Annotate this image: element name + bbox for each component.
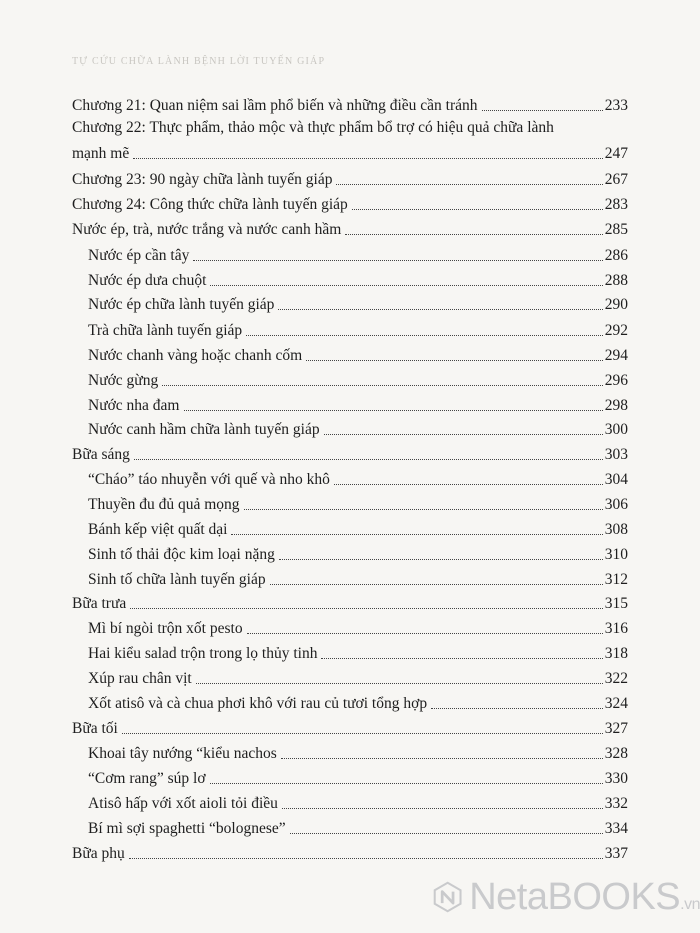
toc-section (72, 840, 628, 864)
netabooks-watermark (432, 872, 700, 922)
page-number: 324 (604, 695, 628, 712)
page-number: 304 (604, 471, 628, 488)
page-number: 328 (604, 745, 628, 762)
page-number: 292 (604, 322, 628, 339)
toc-subentry (88, 466, 628, 490)
page-number: 334 (604, 820, 628, 837)
page-number: 310 (604, 546, 628, 563)
dot-leader (482, 110, 603, 111)
page-number: 267 (604, 171, 628, 188)
toc-subentry (88, 640, 628, 664)
page-number: 233 (604, 97, 628, 114)
entry-title: Xúp rau chân vịt (88, 670, 192, 687)
toc-subentry (88, 566, 628, 590)
page-number: 303 (604, 446, 628, 463)
dot-leader (196, 683, 603, 684)
page-number: 306 (604, 496, 628, 513)
section-title: Bữa tối (72, 720, 118, 737)
page-number: 337 (604, 845, 628, 862)
dot-leader (210, 285, 602, 286)
toc-subentry (88, 790, 628, 814)
entry-title: Sinh tố thải độc kim loại nặng (88, 546, 275, 563)
dot-leader (324, 434, 603, 435)
entry-title: “Cháo” táo nhuyễn với quế và nho khô (88, 471, 330, 488)
page-number: 332 (604, 795, 628, 812)
toc-subentry (88, 317, 628, 341)
page-number: 296 (604, 372, 628, 389)
dot-leader (231, 534, 602, 535)
dot-leader (278, 309, 602, 310)
toc-subentry (88, 416, 628, 440)
page-number: 330 (604, 770, 628, 787)
dot-leader (306, 360, 603, 361)
entry-title-continuation: mạnh mẽ (72, 145, 130, 162)
toc-subentry (88, 765, 628, 789)
dot-leader (184, 410, 603, 411)
dot-leader (162, 385, 603, 386)
entry-title: Xốt atisô và cà chua phơi khô với rau củ tươi tổng hợp (88, 695, 428, 712)
dot-leader (129, 858, 603, 859)
toc-subentry (88, 516, 628, 540)
toc-subentry (88, 815, 628, 839)
watermark-brand: NetaBOOKS (469, 875, 681, 918)
page-number: 312 (604, 571, 628, 588)
page-number: 318 (604, 645, 628, 662)
section-title: Nước ép, trà, nước trắng và nước canh hầm (72, 221, 342, 238)
entry-title: Nước gừng (88, 372, 159, 389)
toc-subentry (88, 242, 628, 266)
dot-leader (134, 459, 603, 460)
toc-subentry (88, 342, 628, 366)
watermark-suffix: .vn (680, 895, 700, 913)
toc-subentry (88, 267, 628, 291)
dot-leader (133, 158, 603, 159)
running-header: TỰ CỨU CHỮA LÀNH BỆNH LỜI TUYẾN GIÁP (72, 56, 326, 67)
page-number: 288 (604, 272, 628, 289)
dot-leader (122, 733, 603, 734)
page-number: 322 (604, 670, 628, 687)
entry-title: Sinh tố chữa lành tuyến giáp (88, 571, 266, 588)
toc-section (72, 715, 628, 739)
entry-title: Khoai tây nướng “kiểu nachos (88, 745, 277, 762)
entry-title: Hai kiểu salad trộn trong lọ thủy tinh (88, 645, 318, 662)
page-number: 285 (604, 221, 628, 238)
dot-leader (244, 509, 603, 510)
dot-leader (290, 833, 603, 834)
entry-title: Nước canh hầm chữa lành tuyến giáp (88, 421, 320, 438)
entry-title: Nước chanh vàng hoặc chanh cốm (88, 347, 303, 364)
dot-leader (281, 758, 603, 759)
dot-leader (193, 260, 602, 261)
toc-subentry (88, 615, 628, 639)
entry-title: Chương 24: Công thức chữa lành tuyến giáp (72, 196, 348, 213)
page-number: 286 (604, 247, 628, 264)
dot-leader (321, 658, 602, 659)
page-number: 283 (604, 196, 628, 213)
dot-leader (431, 708, 603, 709)
entry-title: Trà chữa lành tuyến giáp (88, 322, 243, 339)
entry-title: Chương 23: 90 ngày chữa lành tuyến giáp (72, 171, 333, 188)
n-logo-icon (432, 874, 463, 920)
entry-title: Nước nha đam (88, 397, 180, 414)
page-number: 327 (604, 720, 628, 737)
dot-leader (282, 808, 603, 809)
toc-subentry (88, 740, 628, 764)
toc-entry (72, 166, 628, 190)
entry-title: Nước ép cần tây (88, 247, 190, 264)
dot-leader (352, 209, 603, 210)
entry-title: “Cơm rang” súp lơ (88, 770, 206, 787)
section-title: Bữa sáng (72, 446, 130, 463)
toc-entry (72, 140, 628, 164)
toc-subentry (88, 665, 628, 689)
dot-leader (345, 234, 602, 235)
entry-title: Bánh kếp việt quất dại (88, 521, 228, 538)
dot-leader (247, 633, 603, 634)
dot-leader (210, 783, 603, 784)
page-number: 290 (604, 296, 628, 313)
toc-subentry (88, 291, 628, 315)
toc-section (72, 441, 628, 465)
entry-title: Thuyền đu đủ quả mọng (88, 496, 240, 513)
page-number: 300 (604, 421, 628, 438)
toc-section (72, 216, 628, 240)
toc-subentry (88, 541, 628, 565)
page-number: 247 (604, 145, 628, 162)
entry-title: Chương 21: Quan niệm sai lầm phổ biến và những điều cần tránh (72, 97, 478, 114)
page-number: 315 (604, 595, 628, 612)
page-number: 316 (604, 620, 628, 637)
section-title: Bữa phụ (72, 845, 125, 862)
dot-leader (130, 608, 603, 609)
entry-title: Atisô hấp với xốt aioli tỏi điều (88, 795, 278, 812)
dot-leader (336, 184, 602, 185)
toc-entry (72, 92, 628, 116)
page-number: 294 (604, 347, 628, 364)
entry-title: Chương 22: Thực phẩm, thảo mộc và thực phẩm bổ trợ có hiệu quả chữa lành (72, 119, 554, 136)
toc-subentry (88, 690, 628, 714)
page-number: 308 (604, 521, 628, 538)
section-title: Bữa trưa (72, 595, 127, 612)
entry-title: Nước ép dưa chuột (88, 272, 207, 289)
toc-subentry (88, 367, 628, 391)
dot-leader (279, 559, 603, 560)
entry-title: Bí mì sợi spaghetti “bolognese” (88, 820, 286, 837)
dot-leader (270, 584, 603, 585)
entry-title: Nước ép chữa lành tuyến giáp (88, 296, 275, 313)
toc-subentry (88, 392, 628, 416)
toc-entry (72, 191, 628, 215)
toc-section (72, 590, 628, 614)
entry-title: Mì bí ngòi trộn xốt pesto (88, 620, 243, 637)
dot-leader (334, 484, 603, 485)
page-number: 298 (604, 397, 628, 414)
toc-subentry (88, 491, 628, 515)
dot-leader (246, 335, 603, 336)
